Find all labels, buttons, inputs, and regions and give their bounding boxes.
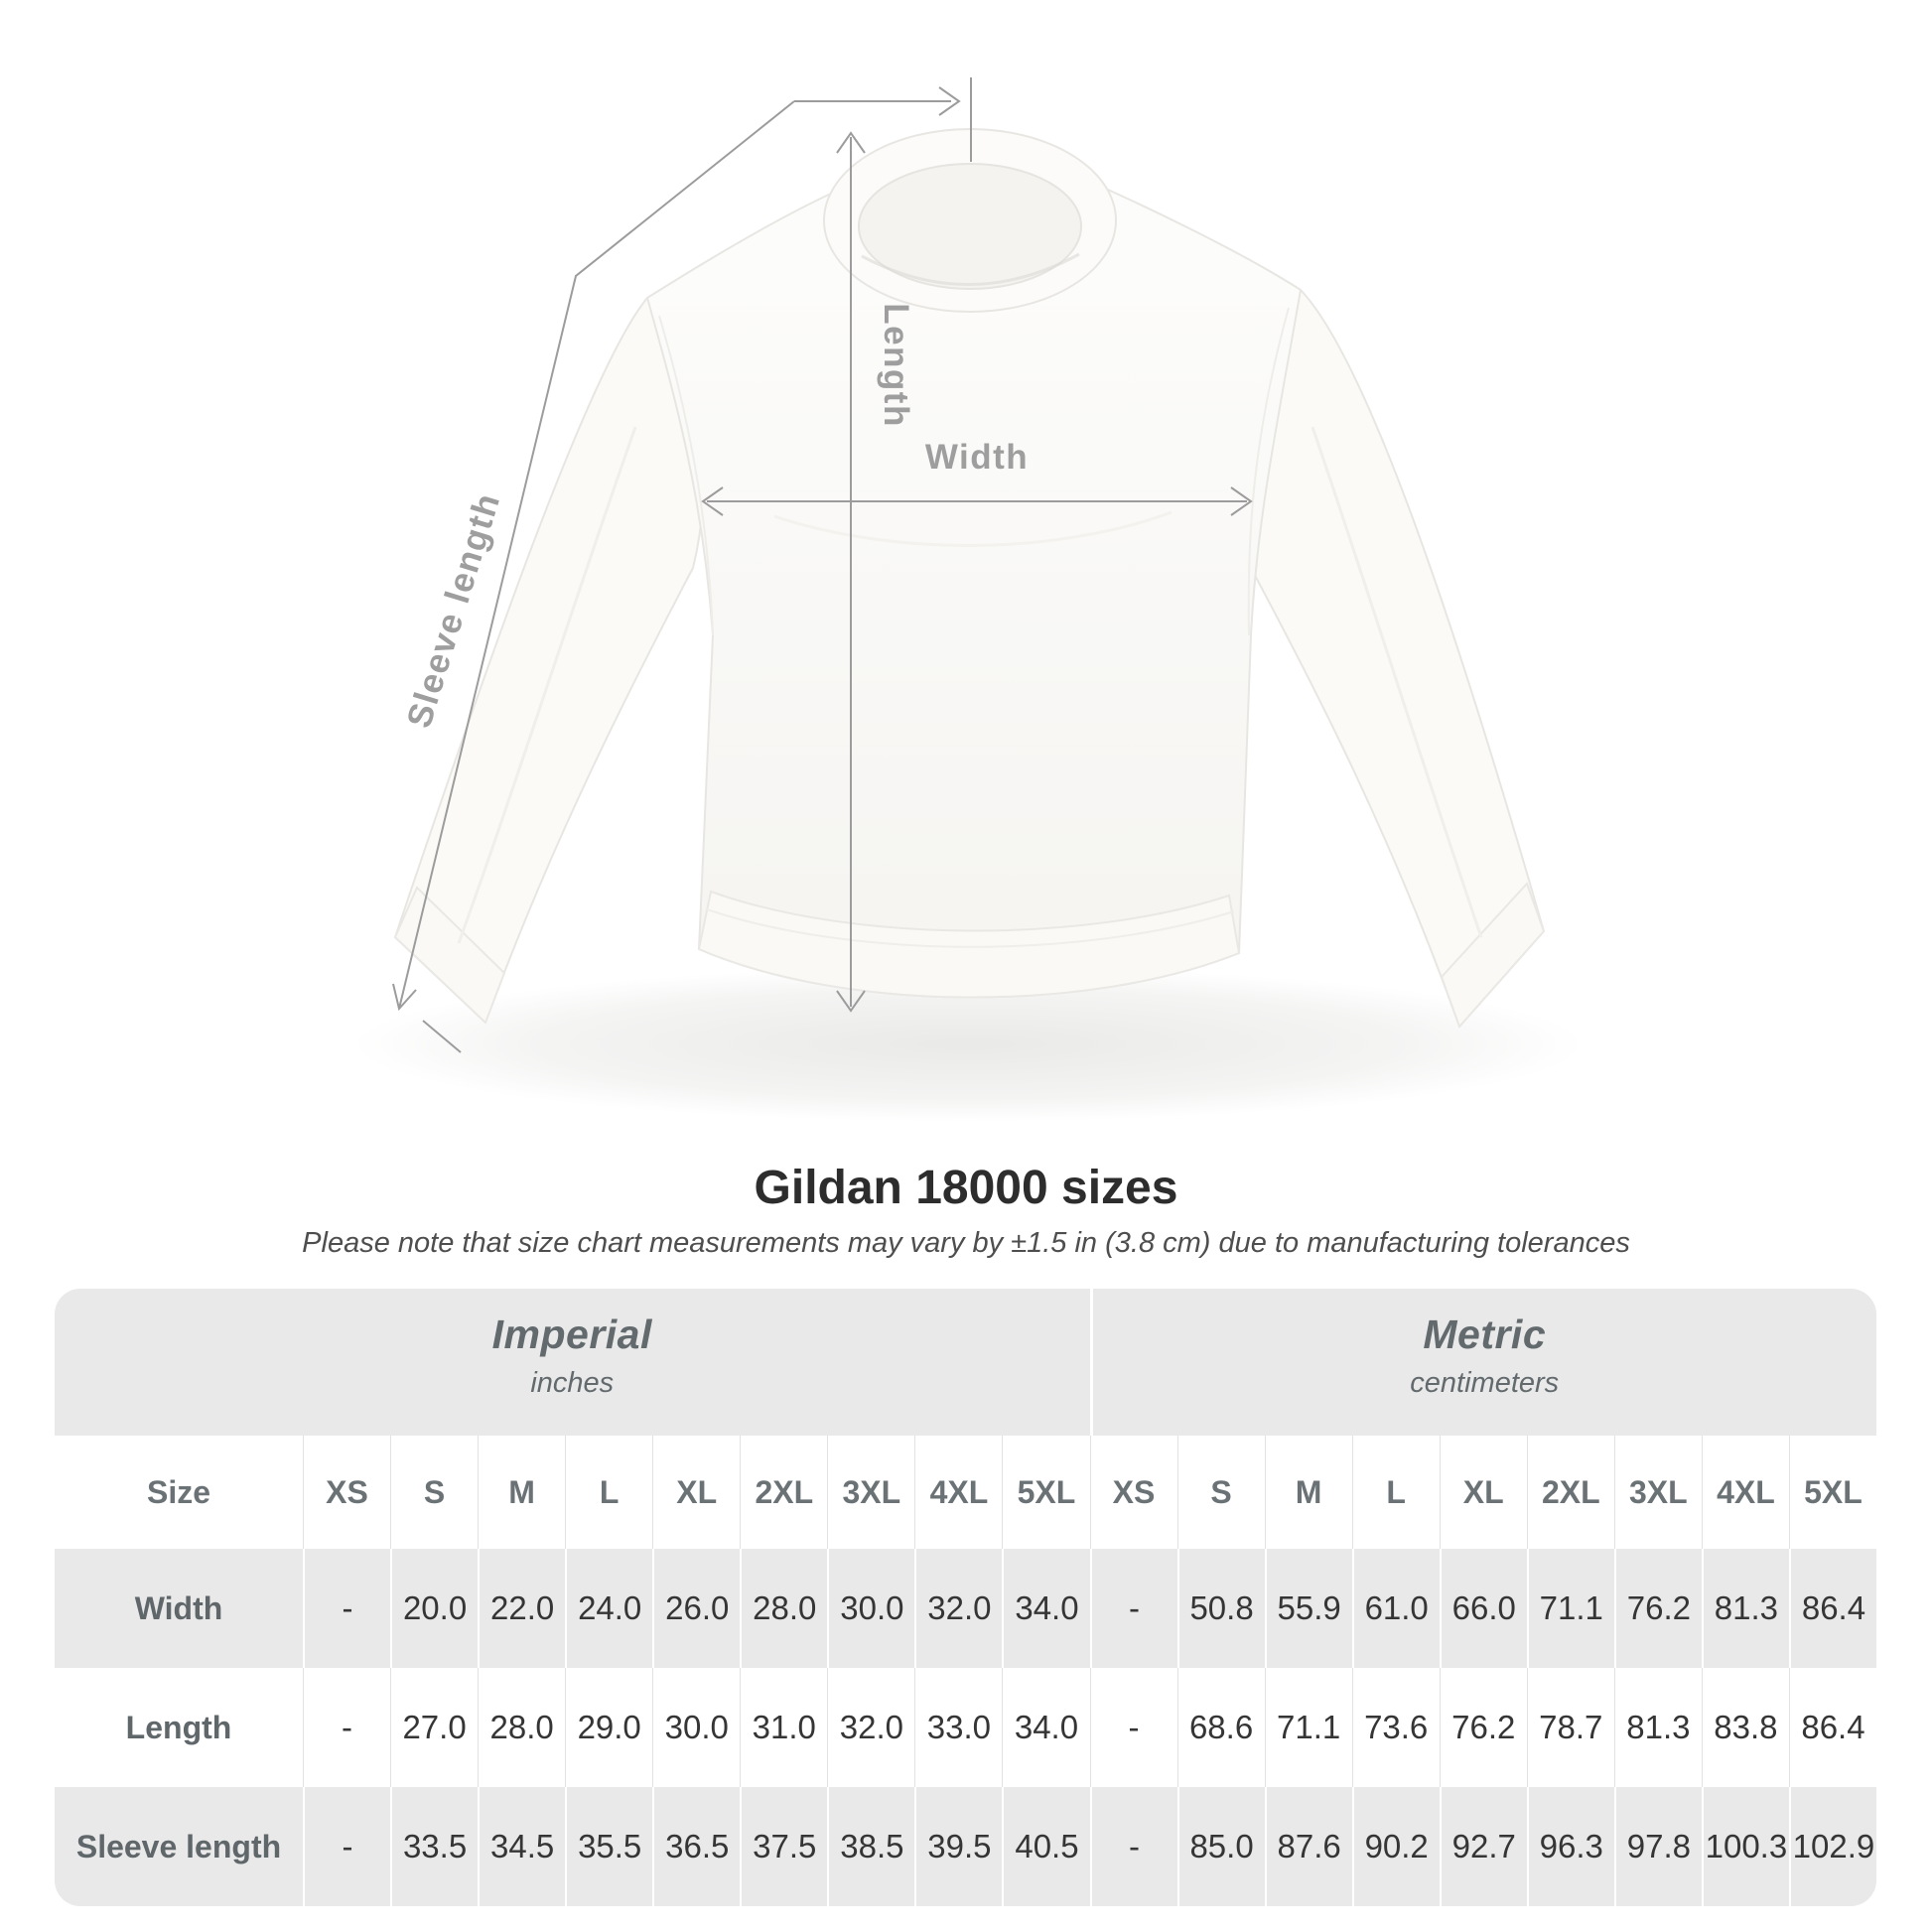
cell-sleeve-length-metric-4xl: 100.3 <box>1702 1787 1789 1906</box>
size-header-imperial-2xl: 2XL <box>740 1436 827 1549</box>
cell-sleeve-length-imperial-3xl: 38.5 <box>827 1787 914 1906</box>
cell-length-metric-5xl: 86.4 <box>1789 1668 1876 1787</box>
size-header-metric-s: S <box>1177 1436 1265 1549</box>
cell-sleeve-length-metric-xs: - <box>1090 1787 1177 1906</box>
cell-sleeve-length-imperial-5xl: 40.5 <box>1002 1787 1089 1906</box>
cell-sleeve-length-metric-5xl: 102.9 <box>1789 1787 1876 1906</box>
size-header-metric-l: L <box>1352 1436 1440 1549</box>
tolerance-note: Please note that size chart measurements may vary by ±1.5 in (3.8 cm) due to manufacturing tolerances <box>302 1226 1630 1259</box>
cell-sleeve-length-imperial-2xl: 37.5 <box>740 1787 827 1906</box>
cell-width-imperial-xs: - <box>303 1549 390 1668</box>
size-header-imperial-xs: XS <box>303 1436 390 1549</box>
title-block <box>0 1160 1932 1260</box>
cell-sleeve-length-metric-3xl: 97.8 <box>1614 1787 1702 1906</box>
cell-length-imperial-xl: 30.0 <box>652 1668 740 1787</box>
cell-sleeve-length-metric-2xl: 96.3 <box>1527 1787 1614 1906</box>
cell-width-metric-s: 50.8 <box>1177 1549 1265 1668</box>
cell-length-metric-m: 71.1 <box>1265 1668 1352 1787</box>
row-label-width: Width <box>55 1549 303 1668</box>
size-header-metric-xs: XS <box>1090 1436 1177 1549</box>
metric-group-unit: centimeters <box>1410 1366 1560 1399</box>
metric-group-header <box>1090 1289 1877 1436</box>
cell-width-metric-2xl: 71.1 <box>1527 1549 1614 1668</box>
cell-width-imperial-xl: 26.0 <box>652 1549 740 1668</box>
cell-width-metric-l: 61.0 <box>1352 1549 1440 1668</box>
imperial-group-header <box>55 1289 1090 1436</box>
cell-sleeve-length-metric-xl: 92.7 <box>1440 1787 1527 1906</box>
size-header-metric-5xl: 5XL <box>1789 1436 1876 1549</box>
cell-width-metric-4xl: 81.3 <box>1702 1549 1789 1668</box>
cell-sleeve-length-imperial-xs: - <box>303 1787 390 1906</box>
page-title: Gildan 18000 sizes <box>754 1162 1178 1214</box>
cell-length-metric-s: 68.6 <box>1177 1668 1265 1787</box>
cell-sleeve-length-imperial-s: 33.5 <box>390 1787 478 1906</box>
cell-width-imperial-3xl: 30.0 <box>827 1549 914 1668</box>
cell-sleeve-length-metric-m: 87.6 <box>1265 1787 1352 1906</box>
row-label-length: Length <box>55 1668 303 1787</box>
cell-length-imperial-xs: - <box>303 1668 390 1787</box>
cell-sleeve-length-imperial-xl: 36.5 <box>652 1787 740 1906</box>
size-header-metric-m: M <box>1265 1436 1352 1549</box>
cell-length-metric-xl: 76.2 <box>1440 1668 1527 1787</box>
imperial-group-unit: inches <box>530 1366 615 1399</box>
cell-width-imperial-2xl: 28.0 <box>740 1549 827 1668</box>
cell-length-metric-4xl: 83.8 <box>1702 1668 1789 1787</box>
cell-sleeve-length-imperial-4xl: 39.5 <box>914 1787 1002 1906</box>
cell-length-metric-xs: - <box>1090 1668 1177 1787</box>
cell-sleeve-length-metric-l: 90.2 <box>1352 1787 1440 1906</box>
cell-length-imperial-2xl: 31.0 <box>740 1668 827 1787</box>
cell-width-imperial-m: 22.0 <box>478 1549 565 1668</box>
size-header-imperial-4xl: 4XL <box>914 1436 1002 1549</box>
size-header-imperial-m: M <box>478 1436 565 1549</box>
size-header-imperial-3xl: 3XL <box>827 1436 914 1549</box>
cell-sleeve-length-imperial-l: 35.5 <box>565 1787 652 1906</box>
imperial-group-title: Imperial <box>491 1311 652 1357</box>
size-header-imperial-s: S <box>390 1436 478 1549</box>
cell-width-metric-5xl: 86.4 <box>1789 1549 1876 1668</box>
size-header-metric-xl: XL <box>1440 1436 1527 1549</box>
cell-length-imperial-s: 27.0 <box>390 1668 478 1787</box>
size-header-metric-2xl: 2XL <box>1527 1436 1614 1549</box>
cell-length-imperial-m: 28.0 <box>478 1668 565 1787</box>
cell-length-imperial-4xl: 33.0 <box>914 1668 1002 1787</box>
cell-width-imperial-s: 20.0 <box>390 1549 478 1668</box>
cell-width-imperial-4xl: 32.0 <box>914 1549 1002 1668</box>
size-column-header: Size <box>55 1436 303 1549</box>
cell-width-imperial-5xl: 34.0 <box>1002 1549 1089 1668</box>
cell-length-imperial-l: 29.0 <box>565 1668 652 1787</box>
size-header-metric-3xl: 3XL <box>1614 1436 1702 1549</box>
sleeve-length-label: Sleeve length <box>399 487 508 733</box>
cell-width-metric-3xl: 76.2 <box>1614 1549 1702 1668</box>
cell-width-imperial-l: 24.0 <box>565 1549 652 1668</box>
size-header-imperial-xl: XL <box>652 1436 740 1549</box>
length-label: Length <box>877 303 915 428</box>
size-header-imperial-5xl: 5XL <box>1002 1436 1089 1549</box>
cell-width-metric-m: 55.9 <box>1265 1549 1352 1668</box>
cell-length-metric-l: 73.6 <box>1352 1668 1440 1787</box>
cell-width-metric-xl: 66.0 <box>1440 1549 1527 1668</box>
row-label-sleeve-length: Sleeve length <box>55 1787 303 1906</box>
cell-length-metric-3xl: 81.3 <box>1614 1668 1702 1787</box>
sweatshirt-photo <box>352 129 1584 1122</box>
width-label: Width <box>924 438 1030 477</box>
cell-length-imperial-5xl: 34.0 <box>1002 1668 1089 1787</box>
size-header-imperial-l: L <box>565 1436 652 1549</box>
cell-sleeve-length-metric-s: 85.0 <box>1177 1787 1265 1906</box>
metric-group-title: Metric <box>1423 1311 1547 1357</box>
size-table <box>55 1289 1876 1906</box>
cell-length-metric-2xl: 78.7 <box>1527 1668 1614 1787</box>
size-header-metric-4xl: 4XL <box>1702 1436 1789 1549</box>
cell-sleeve-length-imperial-m: 34.5 <box>478 1787 565 1906</box>
cell-width-metric-xs: - <box>1090 1549 1177 1668</box>
cell-length-imperial-3xl: 32.0 <box>827 1668 914 1787</box>
